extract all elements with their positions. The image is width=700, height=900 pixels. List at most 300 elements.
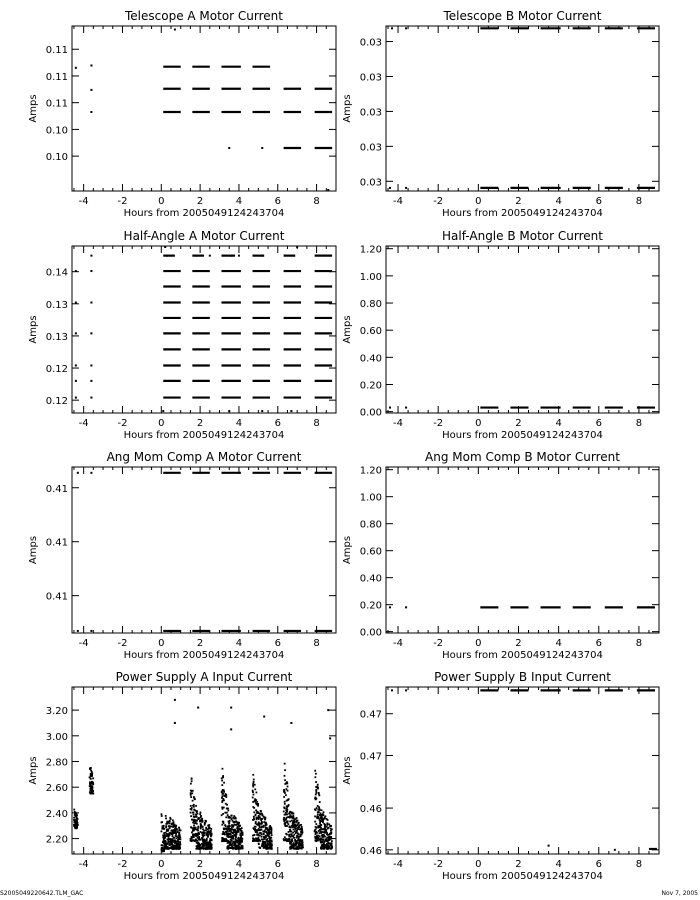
burst-point (232, 826, 234, 828)
burst-point (284, 814, 286, 816)
burst-point (292, 835, 294, 837)
burst-point (321, 809, 323, 811)
burst-point (197, 818, 199, 820)
burst-point (322, 844, 324, 846)
burst-point (233, 821, 235, 823)
burst-point (320, 820, 322, 822)
burst-point (193, 822, 195, 824)
burst-point (73, 809, 75, 811)
x-tick-label: -4 (78, 196, 89, 207)
burst-point (197, 834, 199, 836)
burst-point (258, 843, 260, 845)
burst-point (289, 830, 291, 832)
burst-point (319, 808, 321, 810)
chart-title: Ang Mom Comp A Motor Current (106, 450, 302, 464)
y-tick-label: 0.03 (359, 37, 382, 49)
data-point (75, 364, 77, 366)
x-tick-label: -4 (393, 638, 404, 649)
burst-point (163, 850, 165, 852)
burst-point (330, 828, 332, 830)
burst-point (283, 807, 285, 809)
burst-point (172, 835, 174, 837)
burst-point (75, 823, 77, 825)
burst-point (283, 820, 285, 822)
burst-point (252, 837, 254, 839)
burst-point (204, 832, 206, 834)
burst-point (238, 824, 240, 826)
burst-point (257, 803, 259, 805)
burst-point (221, 784, 223, 786)
data-point (391, 27, 393, 29)
burst-point (316, 807, 318, 809)
burst-point (323, 848, 325, 850)
data-point (261, 147, 263, 149)
burst-point (291, 820, 293, 822)
x-tick-label: 6 (595, 859, 602, 870)
burst-point (231, 828, 233, 830)
burst-point (191, 780, 193, 782)
y-tick-label: 0.12 (45, 396, 68, 408)
x-tick-label: 2 (515, 859, 522, 870)
burst-point (266, 827, 268, 829)
burst-point (90, 774, 92, 776)
y-tick-label: 0.41 (45, 483, 68, 495)
burst-point (290, 836, 292, 838)
burst-point (225, 803, 227, 805)
burst-point (169, 823, 171, 825)
data-point (90, 111, 92, 113)
burst-point (230, 834, 232, 836)
burst-point (201, 825, 203, 827)
burst-point (288, 838, 290, 840)
x-tick-label: 8 (635, 859, 643, 870)
burst-point (287, 823, 289, 825)
burst-point (318, 793, 320, 795)
data-point (75, 302, 77, 304)
burst-point (200, 828, 202, 830)
burst-point (256, 801, 258, 803)
burst-point (222, 795, 224, 797)
burst-point (317, 837, 319, 839)
burst-point (226, 847, 228, 849)
burst-point (258, 821, 260, 823)
burst-point (260, 823, 262, 825)
x-tick-label: 0 (158, 638, 165, 649)
burst-point (286, 783, 288, 785)
burst-point (161, 830, 163, 832)
burst-point (205, 821, 207, 823)
y-axis-label: Amps (342, 315, 353, 344)
data-point (90, 397, 92, 399)
data-point (77, 630, 79, 632)
burst-point (194, 798, 196, 800)
burst-point (322, 821, 324, 823)
burst-point (254, 788, 256, 790)
burst-point (190, 812, 192, 814)
burst-point (256, 792, 258, 794)
y-tick-label: 0.46 (359, 804, 382, 816)
data-burst (258, 810, 273, 850)
burst-point (285, 825, 287, 827)
burst-point (315, 773, 317, 775)
burst-point (317, 784, 319, 786)
burst-point (172, 848, 174, 850)
burst-point (166, 833, 168, 835)
burst-point (296, 817, 298, 819)
data-point (90, 270, 92, 272)
burst-point (290, 814, 292, 816)
burst-point (331, 840, 333, 842)
burst-point (252, 784, 254, 786)
burst-point (237, 841, 239, 843)
data-point (75, 332, 77, 334)
data-point (75, 67, 77, 69)
burst-point (284, 769, 286, 771)
burst-point (169, 844, 171, 846)
burst-point (191, 832, 193, 834)
x-tick-label: -4 (393, 196, 404, 207)
burst-point (252, 819, 254, 821)
burst-point (167, 848, 169, 850)
burst-point (258, 837, 260, 839)
burst-point (265, 835, 267, 837)
burst-point (257, 811, 259, 813)
burst-point (294, 824, 296, 826)
burst-point (167, 830, 169, 832)
burst-point (234, 832, 236, 834)
burst-point (330, 832, 332, 834)
burst-point (264, 819, 266, 821)
burst-point (178, 827, 180, 829)
burst-point (261, 821, 263, 823)
x-tick-label: 4 (235, 859, 243, 870)
burst-point (92, 787, 94, 789)
burst-point (238, 822, 240, 824)
x-tick-label: -2 (117, 859, 128, 870)
burst-point (301, 826, 303, 828)
burst-point (228, 822, 230, 824)
burst-point (297, 832, 299, 834)
burst-point (285, 812, 287, 814)
burst-point (290, 812, 292, 814)
chart-7 (28, 670, 336, 882)
burst-point (236, 840, 238, 842)
burst-point (318, 794, 320, 796)
burst-point (201, 818, 203, 820)
burst-point (206, 834, 208, 836)
y-tick-label: 0.00 (359, 627, 382, 639)
burst-point (327, 822, 329, 824)
burst-point (255, 814, 257, 816)
burst-point (242, 833, 244, 835)
burst-point (270, 847, 272, 849)
burst-point (200, 815, 202, 817)
burst-point (237, 846, 239, 848)
burst-point (195, 839, 197, 841)
burst-point (259, 816, 261, 818)
data-point (327, 189, 329, 191)
burst-point (296, 848, 298, 850)
data-point (296, 246, 298, 248)
burst-point (302, 832, 304, 834)
data-point (389, 407, 391, 409)
burst-point (283, 817, 285, 819)
burst-point (193, 814, 195, 816)
burst-point (315, 831, 317, 833)
data-point (174, 28, 176, 30)
burst-point (284, 801, 286, 803)
burst-point (196, 816, 198, 818)
burst-point (227, 808, 229, 810)
chart-5 (28, 450, 336, 661)
data-point (405, 689, 407, 691)
chart-title: Ang Mom Comp B Motor Current (425, 450, 620, 464)
burst-point (265, 822, 267, 824)
y-tick-label: 0.00 (359, 407, 382, 419)
burst-point (73, 824, 75, 826)
burst-point (90, 767, 92, 769)
burst-point (283, 839, 285, 841)
burst-point (173, 821, 175, 823)
burst-point (227, 830, 229, 832)
burst-point (223, 828, 225, 830)
burst-point (299, 828, 301, 830)
burst-point (259, 826, 261, 828)
x-tick-label: -4 (78, 859, 89, 870)
burst-point (170, 840, 172, 842)
burst-point (193, 796, 195, 798)
burst-point (315, 833, 317, 835)
burst-point (193, 809, 195, 811)
burst-point (167, 839, 169, 841)
burst-point (287, 786, 289, 788)
burst-point (197, 848, 199, 850)
burst-point (238, 843, 240, 845)
burst-point (161, 850, 163, 852)
burst-point (161, 813, 163, 815)
data-point (329, 737, 331, 739)
y-tick-label: 0.14 (45, 267, 68, 279)
burst-point (284, 791, 286, 793)
burst-point (197, 813, 199, 815)
burst-point (283, 789, 285, 791)
burst-point (320, 838, 322, 840)
burst-point (175, 835, 177, 837)
burst-point (230, 843, 232, 845)
burst-point (167, 843, 169, 845)
burst-point (161, 844, 163, 846)
y-tick-label: 0.03 (359, 142, 382, 154)
burst-point (318, 835, 320, 837)
burst-point (284, 763, 286, 765)
footer-date: Nov 7, 2005 (661, 890, 698, 897)
burst-point (193, 825, 195, 827)
burst-point (262, 826, 264, 828)
burst-point (179, 841, 181, 843)
burst-point (293, 844, 295, 846)
burst-point (262, 841, 264, 843)
data-point (391, 689, 393, 691)
burst-point (194, 821, 196, 823)
burst-point (286, 817, 288, 819)
burst-point (171, 823, 173, 825)
burst-point (326, 832, 328, 834)
chart-title: Half-Angle B Motor Current (442, 229, 603, 243)
burst-point (235, 845, 237, 847)
burst-point (284, 823, 286, 825)
x-tick-label: 6 (595, 196, 602, 207)
burst-point (171, 838, 173, 840)
burst-point (253, 807, 255, 809)
burst-point (198, 843, 200, 845)
burst-point (314, 798, 316, 800)
burst-point (296, 830, 298, 832)
burst-point (253, 828, 255, 830)
data-burst (190, 778, 198, 843)
burst-point (290, 834, 292, 836)
data-burst (320, 809, 333, 849)
burst-point (169, 821, 171, 823)
burst-point (258, 839, 260, 841)
y-tick-label: 1.00 (359, 271, 382, 283)
x-tick-label: -2 (433, 859, 444, 870)
x-tick-label: 2 (515, 418, 522, 429)
burst-point (326, 837, 328, 839)
data-point (162, 410, 164, 412)
burst-point (161, 815, 163, 817)
burst-point (92, 777, 94, 779)
burst-point (228, 817, 230, 819)
burst-point (190, 792, 192, 794)
x-tick-label: 2 (515, 638, 522, 649)
burst-point (324, 827, 326, 829)
burst-point (254, 800, 256, 802)
burst-point (299, 834, 301, 836)
burst-point (197, 845, 199, 847)
burst-point (169, 827, 171, 829)
burst-point (200, 812, 202, 814)
y-tick-label: 0.60 (359, 326, 382, 338)
burst-point (197, 837, 199, 839)
x-tick-label: 0 (475, 859, 482, 870)
burst-point (92, 791, 94, 793)
x-tick-label: -4 (393, 859, 404, 870)
data-burst (73, 809, 79, 830)
burst-point (222, 768, 224, 770)
data-point (90, 364, 92, 366)
burst-point (177, 831, 179, 833)
y-tick-label: 2.60 (45, 783, 68, 795)
y-tick-label: 2.40 (45, 808, 68, 820)
burst-point (227, 814, 229, 816)
burst-point (315, 840, 317, 842)
y-tick-label: 0.11 (45, 45, 68, 57)
burst-point (271, 834, 273, 836)
burst-point (302, 847, 304, 849)
burst-point (180, 838, 182, 840)
burst-point (265, 845, 267, 847)
burst-point (255, 809, 257, 811)
burst-point (221, 806, 223, 808)
chart-4 (342, 229, 659, 441)
burst-point (325, 840, 327, 842)
x-tick-label: 0 (475, 196, 482, 207)
burst-point (172, 826, 174, 828)
burst-point (177, 843, 179, 845)
data-point (90, 255, 92, 257)
burst-point (317, 787, 319, 789)
burst-point (316, 827, 318, 829)
burst-point (221, 780, 223, 782)
burst-point (330, 845, 332, 847)
burst-point (205, 842, 207, 844)
burst-point (236, 833, 238, 835)
y-tick-label: 0.40 (359, 353, 382, 365)
burst-point (238, 837, 240, 839)
burst-point (163, 847, 165, 849)
y-tick-label: 0.41 (45, 591, 68, 603)
data-point (290, 410, 292, 412)
data-point (405, 187, 407, 189)
x-axis-label: Hours from 2005049124243704 (442, 430, 603, 441)
y-tick-label: 1.20 (359, 465, 382, 477)
burst-point (269, 839, 271, 841)
burst-point (207, 836, 209, 838)
data-point (90, 380, 92, 382)
burst-point (228, 828, 230, 830)
burst-point (292, 816, 294, 818)
burst-point (165, 841, 167, 843)
burst-point (207, 828, 209, 830)
burst-point (298, 826, 300, 828)
burst-point (233, 818, 235, 820)
burst-point (268, 835, 270, 837)
y-tick-label: 0.40 (359, 573, 382, 585)
burst-point (283, 796, 285, 798)
burst-point (319, 832, 321, 834)
burst-point (238, 825, 240, 827)
burst-point (328, 827, 330, 829)
burst-point (89, 785, 91, 787)
burst-point (290, 848, 292, 850)
burst-point (236, 824, 238, 826)
burst-point (327, 834, 329, 836)
burst-point (162, 826, 164, 828)
burst-point (175, 832, 177, 834)
plot-frame (386, 26, 659, 191)
data-point (164, 246, 166, 248)
burst-point (77, 824, 79, 826)
burst-point (317, 805, 319, 807)
data-point (263, 716, 265, 718)
burst-point (252, 783, 254, 785)
burst-point (264, 829, 266, 831)
burst-point (191, 819, 193, 821)
burst-point (297, 820, 299, 822)
burst-point (285, 788, 287, 790)
y-axis-label: Amps (28, 756, 39, 785)
burst-point (314, 821, 316, 823)
burst-point (324, 836, 326, 838)
x-axis-label: Hours from 2005049124243704 (442, 871, 603, 882)
data-point (614, 849, 616, 851)
y-tick-label: 0.13 (45, 331, 68, 343)
burst-point (320, 828, 322, 830)
burst-point (258, 828, 260, 830)
burst-point (192, 800, 194, 802)
burst-point (195, 805, 197, 807)
burst-point (172, 819, 174, 821)
